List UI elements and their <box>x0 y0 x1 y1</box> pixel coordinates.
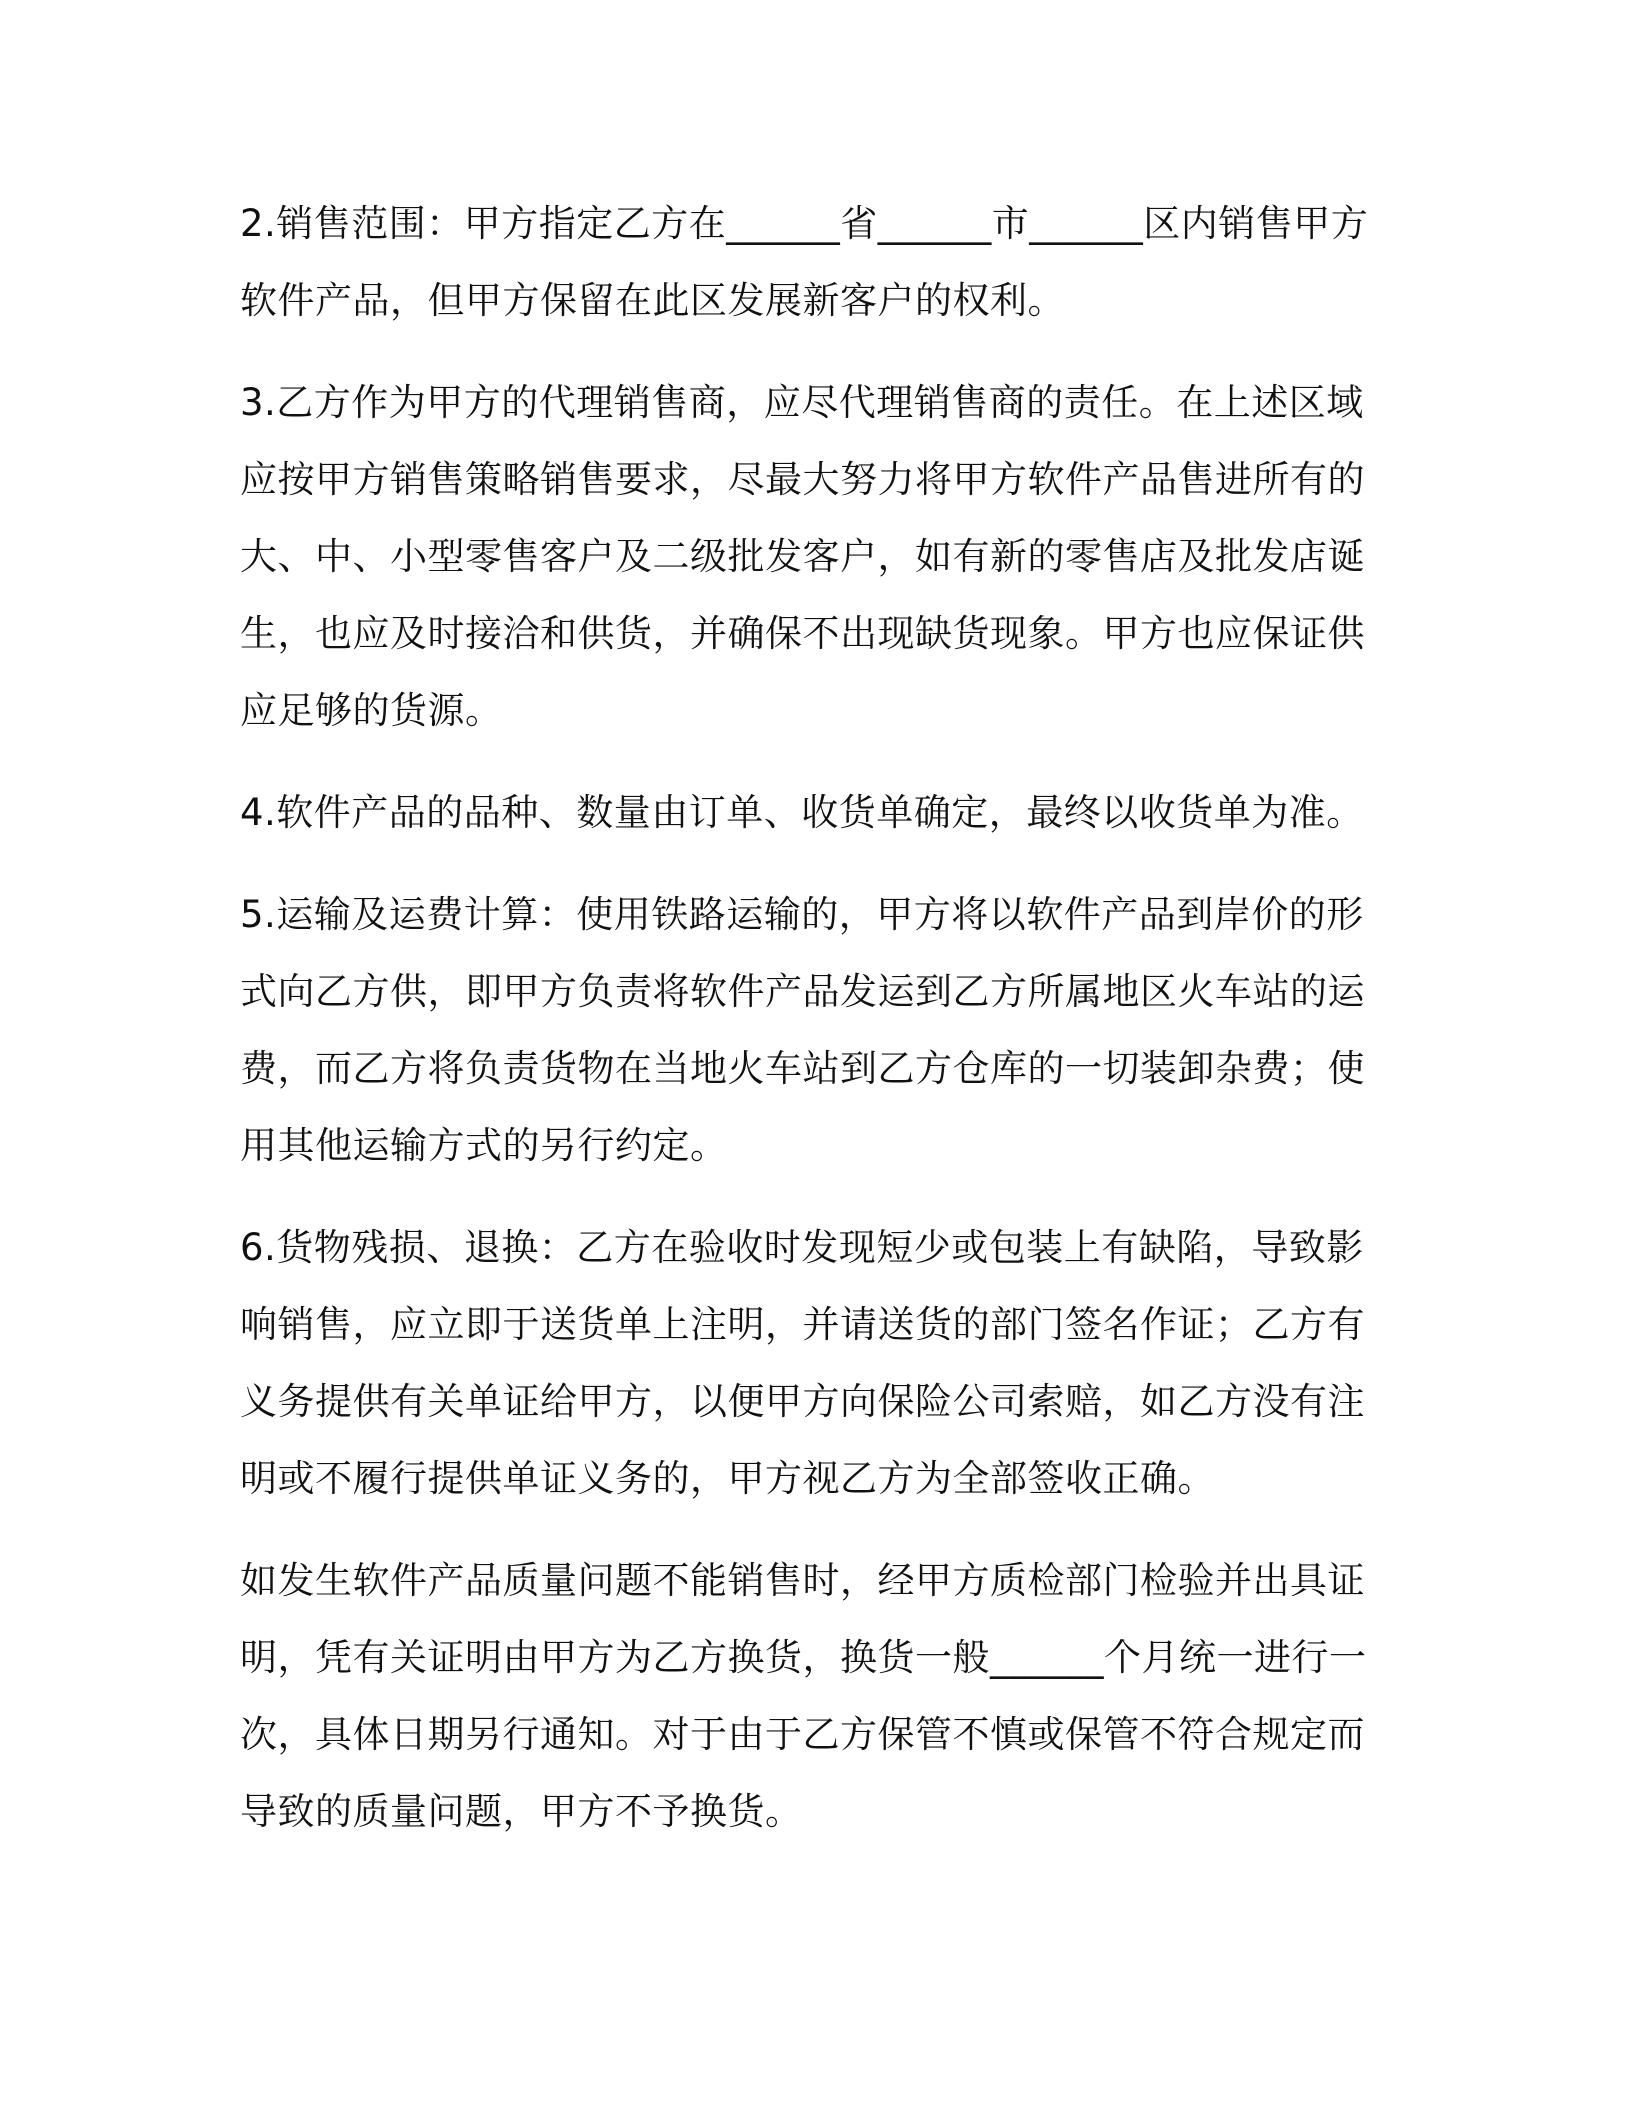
clause-6-damage-return: 6.货物残损、退换：乙方在验收时发现短少或包装上有缺陷，导致影响销售，应立即于送货单上注明，并请送货的部门签名作证；乙方有义务提供有关单证给甲方，以便甲方向保险公司索赔，如乙方没有注明或不履行提供单证义务的，甲方视乙方为全部签收正确。 <box>240 1226 1365 1500</box>
document-body <box>240 185 1385 1875</box>
clause-4-product-quantity: 4.软件产品的品种、数量由订单、收货单确定，最终以收货单为准。 <box>240 791 1364 834</box>
clause-3-agent-duties: 3.乙方作为甲方的代理销售商，应尽代理销售商的责任。在上述区域应按甲方销售策略销售要求，尽最大努力将甲方软件产品售进所有的大、中、小型零售客户及二级批发客户，如有新的零售店及批发店诞生，也应及时接洽和供货，并确保不出现缺货现象。甲方也应保证供应足够的货源。 <box>240 381 1365 732</box>
clause-6-quality-exchange: 如发生软件产品质量问题不能销售时，经甲方质检部门检验并出具证明，凭有关证明由甲方为乙方换货，换货一般______个月统一进行一次，具体日期另行通知。对于由于乙方保管不慎或保管不符合规定而导致的质量问题，甲方不予换货。 <box>240 1559 1367 1833</box>
clause-5-shipping: 5.运输及运费计算：使用铁路运输的，甲方将以软件产品到岸价的形式向乙方供，即甲方负责将软件产品发运到乙方所属地区火车站的运费，而乙方将负责货物在当地火车站到乙方仓库的一切装卸杂费；使用其他运输方式的另行约定。 <box>240 893 1365 1167</box>
clause-2-sales-scope: 2.销售范围：甲方指定乙方在______省______市______区内销售甲方软件产品，但甲方保留在此区发展新客户的权利。 <box>240 202 1369 322</box>
